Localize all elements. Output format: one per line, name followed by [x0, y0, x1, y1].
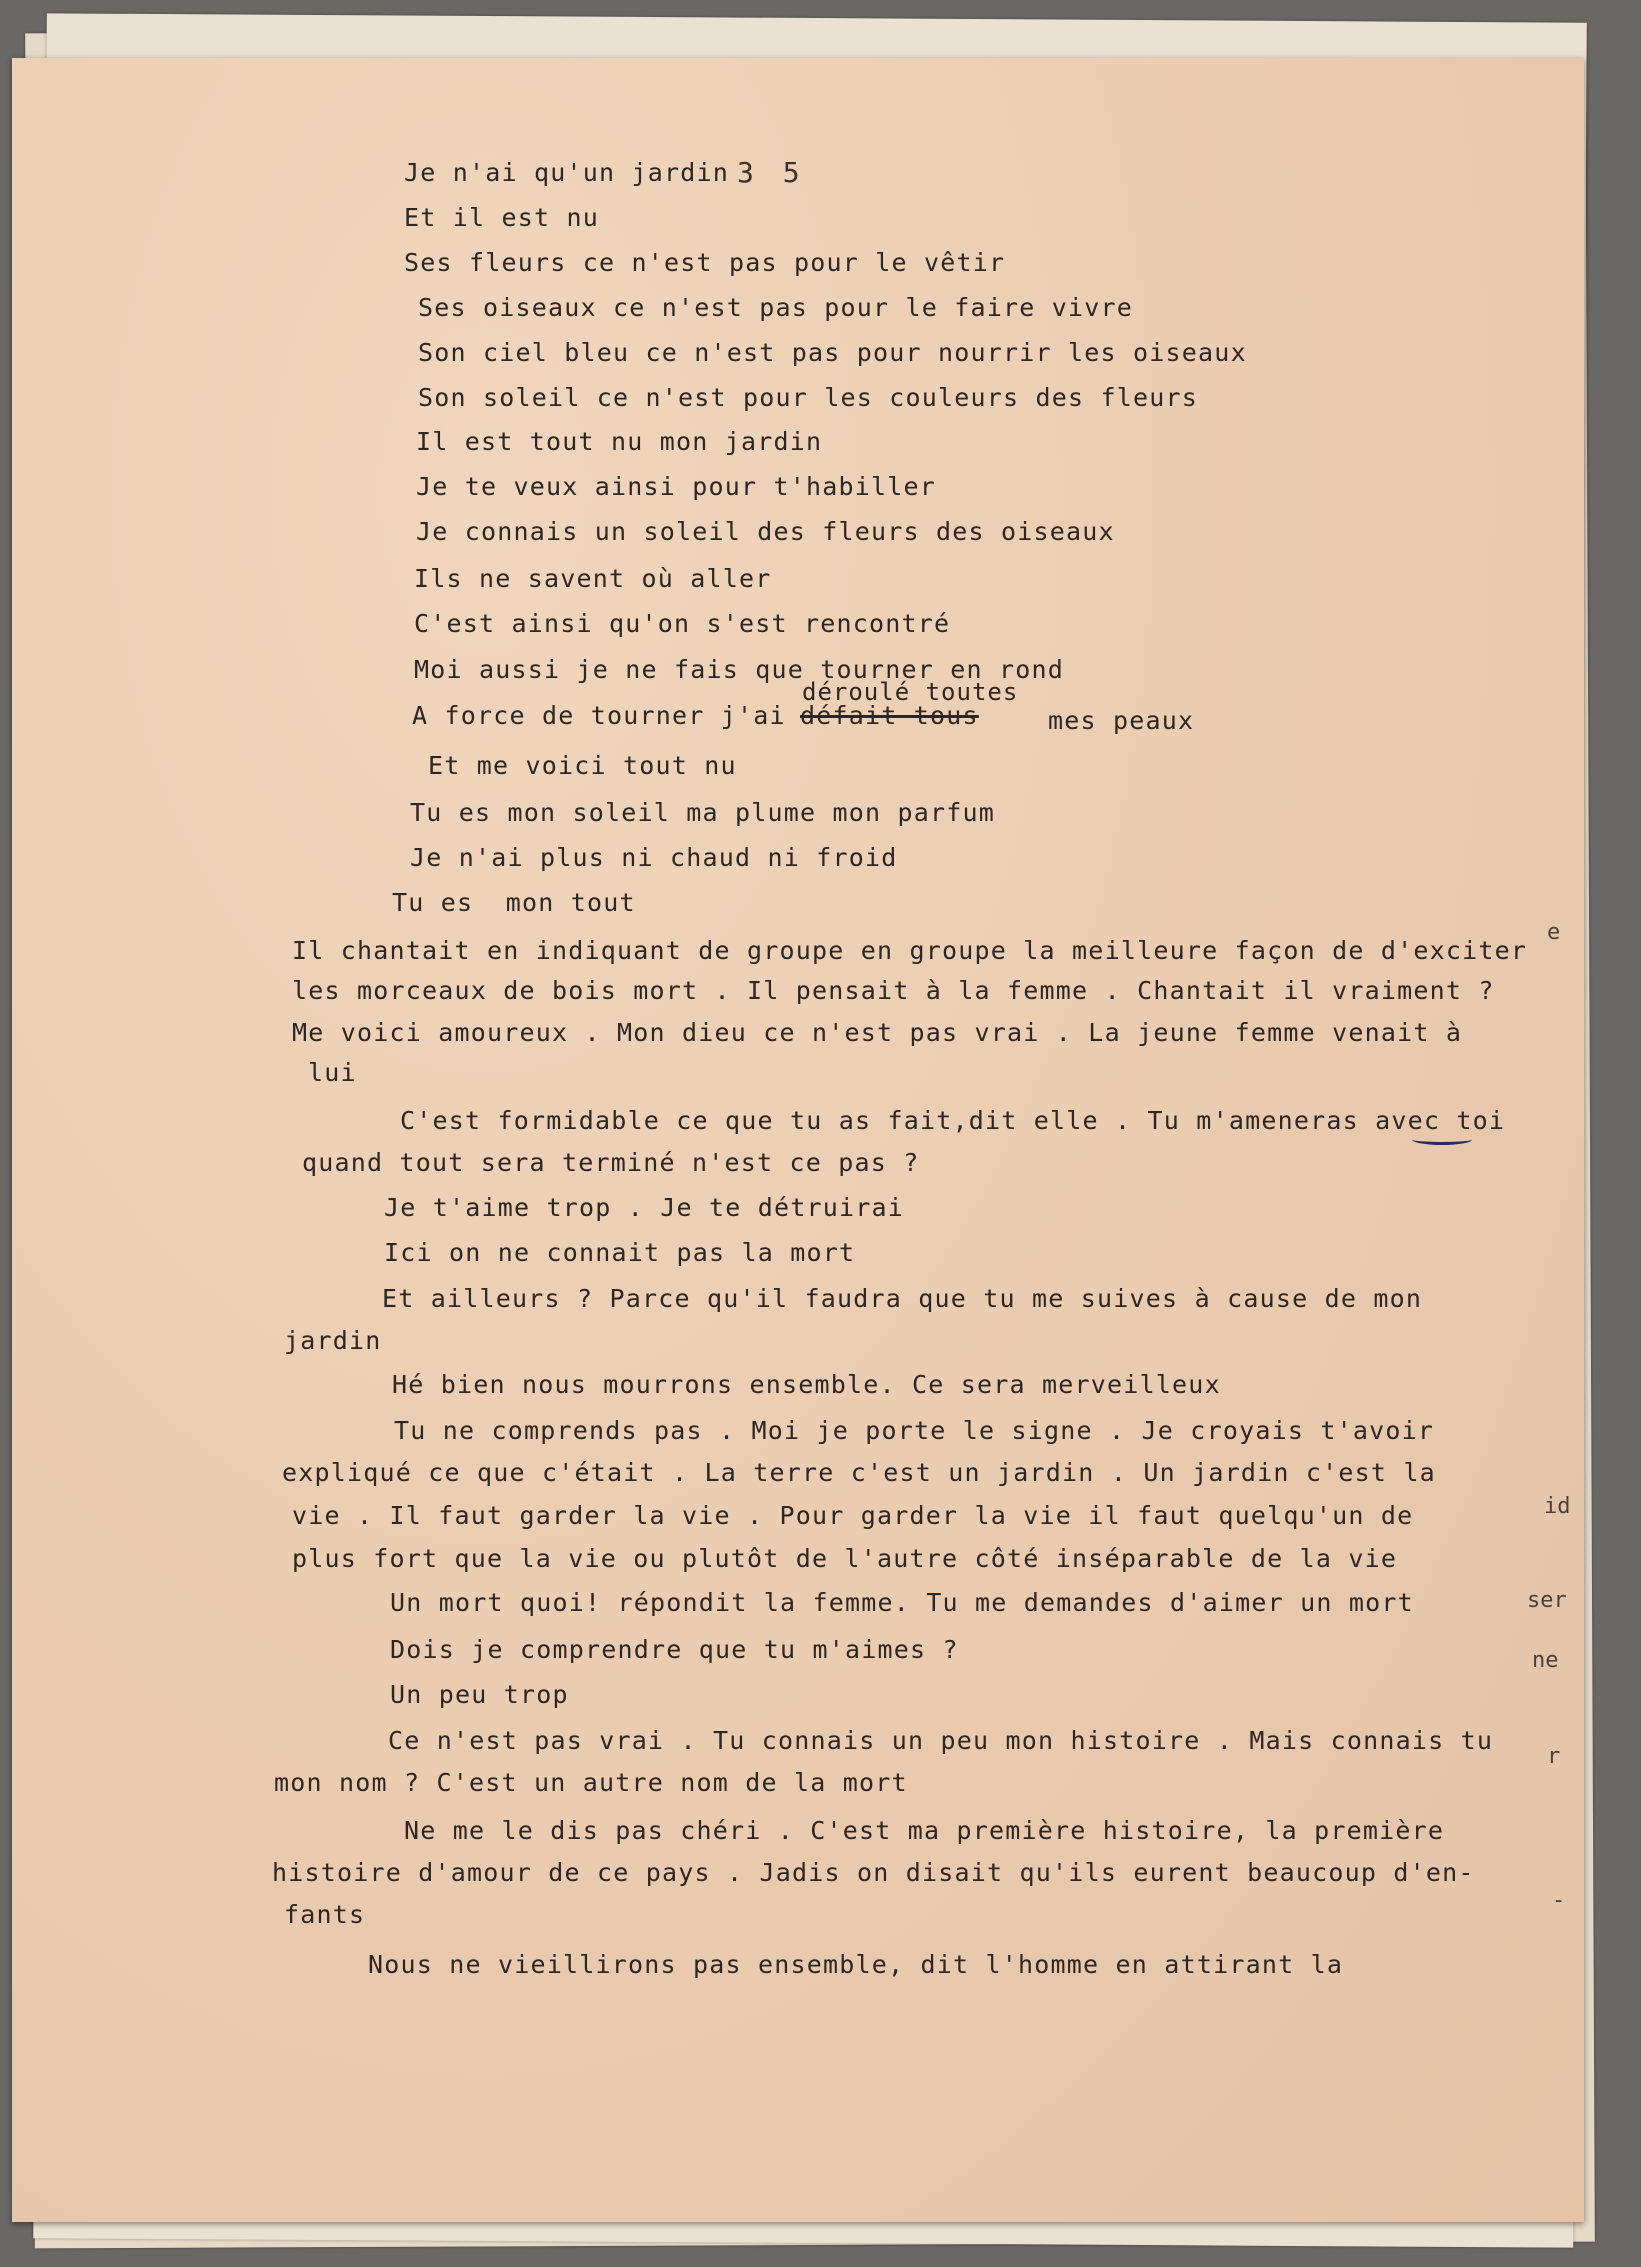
text-line: Ils ne savent où aller: [414, 564, 772, 593]
page-number: 3 5: [737, 156, 806, 189]
text-line: Ses oiseaux ce n'est pas pour le faire vivre: [418, 293, 1134, 322]
text-line: Un peu trop: [390, 1680, 569, 1709]
text-line: Hé bien nous mourrons ensemble. Ce sera merveilleux: [392, 1370, 1221, 1399]
text-line: les morceaux de bois mort . Il pensait à la femme . Chantait il vraiment ?: [292, 976, 1495, 1005]
text-line: mes peaux: [1048, 706, 1195, 735]
text-line: Ses fleurs ce n'est pas pour le vêtir: [404, 248, 1006, 277]
text-line: Et ailleurs ? Parce qu'il faudra que tu me suives à cause de mon: [382, 1284, 1423, 1313]
text-line: C'est ainsi qu'on s'est rencontré: [414, 609, 951, 638]
text-line: Je n'ai qu'un jardin: [404, 158, 730, 187]
text-line: Je connais un soleil des fleurs des oiseaux: [416, 517, 1115, 546]
text-line: Tu es mon tout: [392, 888, 636, 917]
text-line: Tu es mon soleil ma plume mon parfum: [410, 798, 996, 827]
text-line: Et me voici tout nu: [428, 751, 737, 780]
text-line: Son ciel bleu ce n'est pas pour nourrir les oiseaux: [418, 338, 1247, 367]
margin-fragment: ser: [1527, 1588, 1567, 1613]
text-line: Moi aussi je ne fais que tourner en rond: [414, 655, 1065, 684]
text-line: Je t'aime trop . Je te détruirai: [384, 1193, 905, 1222]
typewritten-page: [12, 58, 1584, 2222]
pen-correction-mark: [1412, 1134, 1472, 1145]
margin-fragment: e: [1547, 920, 1561, 945]
struck-word: défait tous: [800, 701, 979, 730]
text-line: mon nom ? C'est un autre nom de la mort: [274, 1768, 908, 1797]
text-line: Dois je comprendre que tu m'aimes ?: [390, 1635, 959, 1664]
text-line: Son soleil ce n'est pour les couleurs des fleurs: [418, 383, 1199, 412]
text-line: histoire d'amour de ce pays . Jadis on disait qu'ils eurent beaucoup d'en-: [272, 1858, 1475, 1887]
inserted-word: déroulé toutes: [802, 678, 1019, 706]
margin-fragment: r: [1547, 1744, 1561, 1769]
text-line: lui: [308, 1058, 357, 1087]
text-line: Et il est nu: [404, 203, 600, 232]
text-line: Ce n'est pas vrai . Tu connais un peu mon histoire . Mais connais tu: [388, 1726, 1494, 1755]
margin-fragment: ne: [1532, 1648, 1559, 1673]
text-line: Je n'ai plus ni chaud ni froid: [410, 843, 898, 872]
text-line: expliqué ce que c'était . La terre c'est un jardin . Un jardin c'est la: [282, 1458, 1436, 1487]
text-line: quand tout sera terminé n'est ce pas ?: [302, 1148, 920, 1177]
text-line: Un mort quoi! répondit la femme. Tu me demandes d'aimer un mort: [390, 1588, 1414, 1617]
text-line: Il est tout nu mon jardin: [416, 427, 823, 456]
text-line: jardin: [284, 1326, 382, 1355]
text-line: Je te veux ainsi pour t'habiller: [416, 472, 937, 501]
text-line: A force de tourner j'ai: [412, 701, 786, 730]
text-line: Ne me le dis pas chéri . C'est ma première histoire, la première: [404, 1816, 1445, 1845]
text-line: Me voici amoureux . Mon dieu ce n'est pas vrai . La jeune femme venait à: [292, 1018, 1463, 1047]
text-line: fants: [284, 1900, 366, 1929]
text-line: C'est formidable ce que tu as fait,dit elle . Tu m'ameneras avec toi: [400, 1106, 1506, 1135]
margin-fragment: id: [1544, 1494, 1571, 1519]
margin-fragment: -: [1552, 1888, 1566, 1913]
text-line: Il chantait en indiquant de groupe en groupe la meilleure façon de d'exciter: [292, 936, 1528, 965]
text-line: vie . Il faut garder la vie . Pour garder la vie il faut quelqu'un de: [292, 1501, 1414, 1530]
text-line: Ici on ne connait pas la mort: [384, 1238, 856, 1267]
text-line: Nous ne vieillirons pas ensemble, dit l'homme en attirant la: [368, 1950, 1344, 1979]
text-line: plus fort que la vie ou plutôt de l'autre côté inséparable de la vie: [292, 1544, 1398, 1573]
text-line: Tu ne comprends pas . Moi je porte le signe . Je croyais t'avoir: [394, 1416, 1435, 1445]
